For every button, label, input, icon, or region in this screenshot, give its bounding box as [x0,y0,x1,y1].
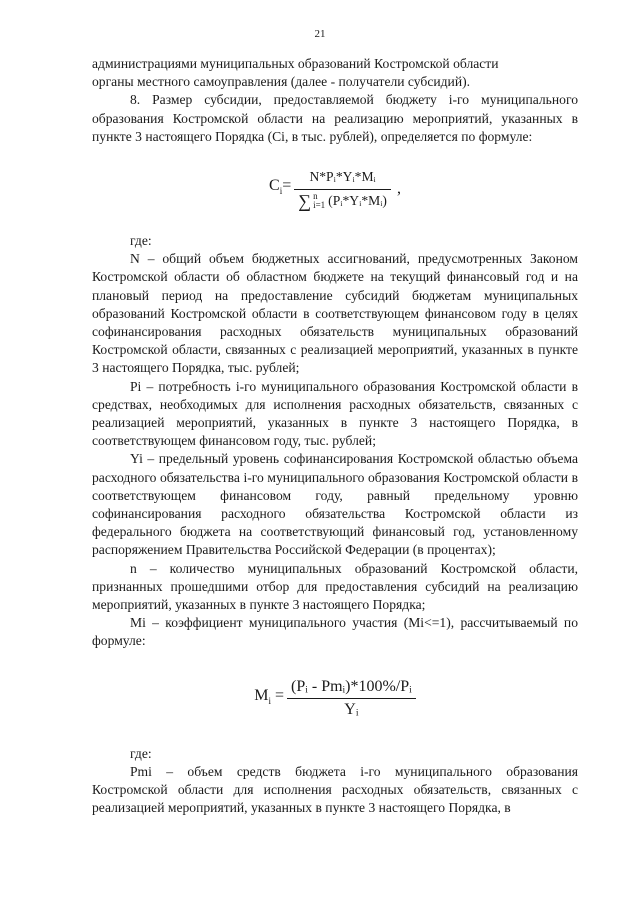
formula2-fraction [287,678,416,719]
where-label-1: где: [130,233,152,249]
formula2-numerator: (Pᵢ - Pmᵢ)*100%/Pᵢ [291,677,412,695]
page-number: 21 [314,28,326,40]
subsidy-formula [92,150,578,228]
where-label-2: где: [130,745,152,761]
definition-yi: Yi – предельный уровень софинансирования Костромской областью объема расходного обязательства i-го муниципального образования Костромской области в соответствующем финансовом году, равный предельному уровню софинансирования расходного обязательства Костромской области из федерального бюджета на соответствующий финансовый год, установленному распоряжением Правительства Российской Федерации (в процентах); [92,451,578,558]
definition-n-count: n – количество муниципальных образований Костромской области, признанных прошедшими отбор для предоставления субсидий на реализацию мероприятий, указанных в пункте 3 настоящего Порядка; [92,560,578,613]
clause-8: 8. Размер субсидии, предоставляемой бюджету i-го муниципального образования Костромской области на реализацию мероприятий, указанных в пункте 3 настоящего Порядка (Ci, в тыс. рублей), определяется по формуле: [92,92,578,144]
intro-line-2: органы местного самоуправления (далее - получатели субсидий). [92,74,471,90]
formula1-denominator [294,190,391,210]
sum-limits [313,192,325,210]
coefficient-formula [92,659,578,739]
formula1-fraction [294,168,391,209]
definition-pmi: Pmi – объем средств бюджета i-го муниципального образования Костромской области для исполнения расходных обязательств, связанных с реализацией мероприятий, указанных в пункте 3 настоящего Порядка, в [92,763,578,816]
sum-term: (Pᵢ*Yᵢ*Mᵢ) [328,192,387,208]
sum-symbol: ∑ [298,190,312,211]
document-body [92,55,578,818]
formula2-denominator: Yᵢ [344,701,359,719]
definition-n-total: N – общий объем бюджетных ассигнований, предусмотренных Законом Костромской области об областном бюджете на текущий финансовый год и на плановый период на предоставление субсидий бюджетам муниципальных образований Костромской области в соответствующем финансовом году в целях софинансирования расходных обязательств муниципальных образований Костромской области, связанных с реализацией мероприятий, указанных в пункте 3 настоящего Порядка, тыс. рублей; [92,251,578,376]
definition-mi: Mi – коэффициент муниципального участия (Mi<=1), рассчитываемый по формуле: [92,615,578,649]
intro-line-1: администрациями муниципальных образований Костромской области [92,56,499,71]
sum-upper: n [313,190,318,201]
sum-lower: i=1 [313,199,326,210]
definition-pi: Pi – потребность i-го муниципального образования Костромской области в средствах, необходимых для исполнения расходных обязательств, связанных с реализацией мероприятий, указанных в пункте 3 настоящего Порядка, в соответствующем финансовом году, тыс. рублей; [92,378,578,449]
formula1-lhs: $C_i=$ [269,177,292,197]
formula1-comma: , [396,179,401,197]
formula2-lhs: $M_i$ = [254,686,285,707]
formula1-numerator: N*Pᵢ*Yᵢ*Mᵢ [309,169,376,185]
